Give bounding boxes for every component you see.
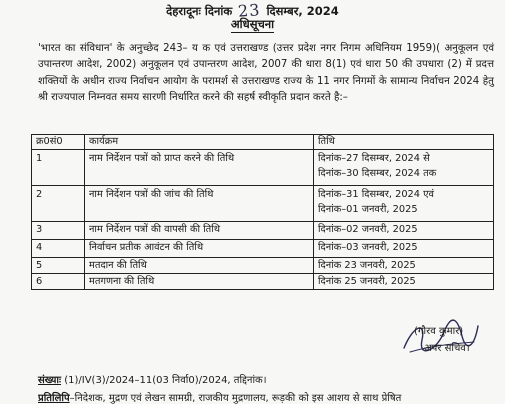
- row-date: दिनांक–03 जनवरी, 2025: [314, 240, 494, 258]
- row-serial: 2: [32, 186, 85, 222]
- schedule-table: [31, 134, 494, 290]
- row-program: निर्वाचन प्रतीक आवंटन की तिथि: [85, 240, 314, 258]
- copy-to-text: –निदेशक, मुद्रण एवं लेखन सामग्री, राजकीय मुद्रणालय, रूड़की को इस आशय से साथ प्रेषित: [69, 393, 402, 404]
- row-program: नाम निर्देशन पत्रों की जांच की तिथि: [85, 186, 314, 222]
- row-date: [314, 150, 494, 186]
- date-month-year: दिसम्बर, 2024: [266, 4, 339, 18]
- row-program: मतदान की तिथि: [85, 258, 314, 274]
- signatory-name: (गौरव कुमार): [414, 326, 464, 337]
- table-header-row: [32, 135, 494, 150]
- row-serial: 4: [32, 240, 85, 258]
- row-date: दिनांक 25 जनवरी, 2025: [314, 274, 494, 290]
- table-row: [32, 274, 494, 290]
- row-serial: 1: [32, 150, 85, 186]
- reference-number: (1)/IV(3)/2024–11(03 निर्वा0)/2024, तद्दिनांक।: [64, 375, 267, 386]
- copy-to-label: प्रतिलिपि: [38, 393, 70, 404]
- row-program: नाम निर्देशन पत्रों को प्राप्त करने की तिथि: [85, 150, 314, 186]
- notice-heading: [0, 17, 505, 32]
- table-row: [32, 150, 494, 186]
- header-program: कार्यक्रम: [85, 135, 314, 150]
- row-serial: 5: [32, 258, 85, 274]
- row-date: [314, 186, 494, 222]
- table-row: [32, 240, 494, 258]
- notice-title: अधिसूचना: [230, 17, 275, 31]
- row-date: दिनांक 23 जनवरी, 2025: [314, 258, 494, 274]
- header-serial: क्र0सं0: [32, 135, 85, 150]
- row-program: नाम निर्देशन पत्रों की वापसी की तिथि: [85, 222, 314, 240]
- reference-line: [38, 372, 267, 386]
- row-program: मतगणना की तिथि: [85, 274, 314, 290]
- row-serial: 6: [32, 274, 85, 290]
- copy-to-line: [38, 390, 498, 404]
- row-serial: 3: [32, 222, 85, 240]
- row-date-line1: दिनांक–27 दिसम्बर, 2024 से: [318, 153, 430, 164]
- handwritten-date-day: 23: [237, 0, 262, 21]
- intro-paragraph: 'भारत का संविधान' के अनुच्छेद 243– य क एवं उत्तराखण्ड (उत्तर प्रदेश नगर निगम अधिनियम 1959)( अनुकूलन एवं उपान्तरण आदेश, 2002) अनुकूलन एवं उपान्तरण आदेश, 2007 की धारा 8(1) एवं धारा 50 की उपधारा (2) में प्रदत्त शक्तियों के अधीन राज्य निर्वाचन आयोग के परामर्श से उत्तराखण्ड राज्य के 11 नगर निगमों के सामान्य निर्वाचन 2024 हेतु श्री राज्यपाल निम्नवत समय सारणी निर्धारित करने की सहर्ष स्वीकृति प्रदान करते है:–: [38, 43, 494, 104]
- row-date: दिनांक–02 जनवरी, 2025: [314, 222, 494, 240]
- table-row: [32, 186, 494, 222]
- row-date-line2: दिनांक–01 जनवरी, 2025: [318, 204, 418, 215]
- table-row: [32, 222, 494, 240]
- reference-label: संख्याः: [38, 375, 62, 386]
- row-date-line1: दिनांक–31 दिसम्बर, 2024 एवं: [318, 189, 435, 200]
- table-row: [32, 258, 494, 274]
- place-date-prefix: देहरादूनः दिनांक: [166, 4, 233, 18]
- header-date: तिथि: [314, 135, 494, 150]
- signatory-designation: अपर सचिव।: [424, 343, 470, 354]
- row-date-line2: दिनांक–30 दिसम्बर, 2024 तक: [318, 168, 437, 179]
